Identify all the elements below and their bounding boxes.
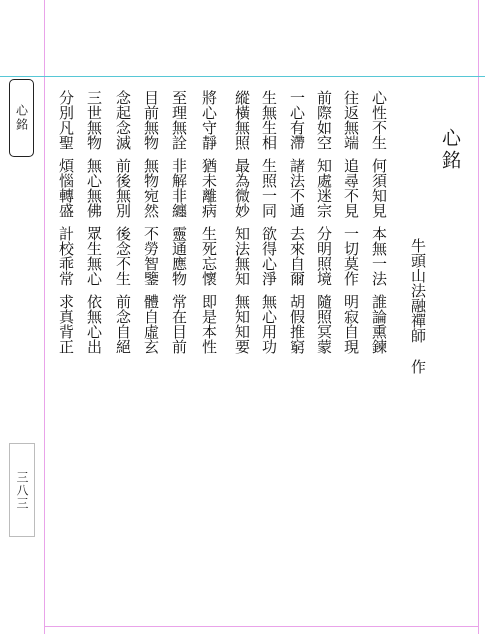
verse-phrase: 即是本性 [200, 294, 218, 354]
section-tab[interactable] [9, 79, 34, 157]
verse-phrase: 三世無物 [85, 90, 103, 150]
verse-phrase: 依無心出 [85, 294, 103, 354]
verse-phrase: 前後無別 [114, 158, 132, 218]
verse-column-4 [286, 90, 308, 450]
verse-phrase: 無知知要 [233, 294, 251, 354]
verse-phrase: 前際如空 [315, 90, 333, 150]
verse-phrase: 無物宛然 [142, 158, 160, 218]
verse-phrase: 生照一同 [260, 158, 278, 218]
verse-phrase: 後念不生 [114, 226, 132, 286]
verse-phrase: 猶未離病 [200, 158, 218, 218]
author-role: 作 [409, 359, 427, 374]
verse-column-7 [198, 90, 220, 450]
section-tab-label: 心銘 [14, 104, 29, 132]
verse-phrase: 何須知見 [370, 158, 388, 218]
verse-phrase: 一心有滯 [288, 90, 306, 150]
verse-column-1 [368, 90, 390, 450]
verse-phrase: 生死忘懷 [200, 226, 218, 286]
verse-column-5 [258, 90, 280, 450]
verse-phrase: 一切莫作 [342, 226, 360, 286]
verse-phrase: 知法無知 [233, 226, 251, 286]
verse-phrase: 煩惱轉盛 [57, 158, 75, 218]
verse-phrase: 念起念滅 [114, 90, 132, 150]
verse-phrase: 體自虛玄 [142, 294, 160, 354]
author-line [407, 238, 429, 398]
verse-phrase: 本無一法 [370, 226, 388, 286]
verse-column-9 [140, 90, 162, 450]
verse-phrase: 常在目前 [170, 294, 188, 354]
verse-phrase: 靈通應物 [170, 226, 188, 286]
verse-column-11 [83, 90, 105, 450]
margin-guide-left [44, 0, 45, 634]
verse-phrase: 目前無物 [142, 90, 160, 150]
verse-phrase: 隨照冥蒙 [315, 294, 333, 354]
verse-phrase: 無心無佛 [85, 158, 103, 218]
verse-phrase: 分別凡聖 [57, 90, 75, 150]
verse-phrase: 追尋不見 [342, 158, 360, 218]
verse-column-8 [168, 90, 190, 450]
verse-phrase: 無心用功 [260, 294, 278, 354]
verse-phrase: 胡假推窮 [288, 294, 306, 354]
verse-phrase: 往返無端 [342, 90, 360, 150]
verse-column-2 [340, 90, 362, 450]
verse-column-6 [231, 90, 253, 450]
verse-phrase: 諸法不通 [288, 158, 306, 218]
verse-phrase: 不勞智鑒 [142, 226, 160, 286]
verse-phrase: 非解非纏 [170, 158, 188, 218]
verse-phrase: 知處迷宗 [315, 158, 333, 218]
verse-phrase: 求真背正 [57, 294, 75, 354]
page-number-box [9, 443, 35, 537]
verse-column-12 [55, 90, 77, 450]
verse-phrase: 去來自爾 [288, 226, 306, 286]
margin-guide-right [478, 0, 479, 634]
verse-phrase: 分明照境 [315, 226, 333, 286]
verse-phrase: 將心守靜 [200, 90, 218, 150]
margin-guide-bottom [44, 626, 479, 627]
verse-phrase: 明寂自現 [342, 294, 360, 354]
page-number: 三八三 [15, 470, 29, 510]
author-name: 牛頭山法融禪師 [409, 238, 427, 343]
verse-phrase: 欲得心淨 [260, 226, 278, 286]
verse-phrase: 誰論熏鍊 [370, 294, 388, 354]
verse-phrase: 前念自絕 [114, 294, 132, 354]
verse-phrase: 最為微妙 [233, 158, 251, 218]
verse-phrase: 縱橫無照 [233, 90, 251, 150]
verse-column-10 [112, 90, 134, 450]
verse-column-3 [313, 90, 335, 450]
verse-phrase: 心性不生 [370, 90, 388, 150]
verse-phrase: 眾生無心 [85, 226, 103, 286]
document-title: 心銘 [439, 128, 461, 172]
verse-phrase: 生無生相 [260, 90, 278, 150]
verse-phrase: 計校乖常 [57, 226, 75, 286]
verse-phrase: 至理無詮 [170, 90, 188, 150]
header-guide-line [0, 76, 485, 77]
